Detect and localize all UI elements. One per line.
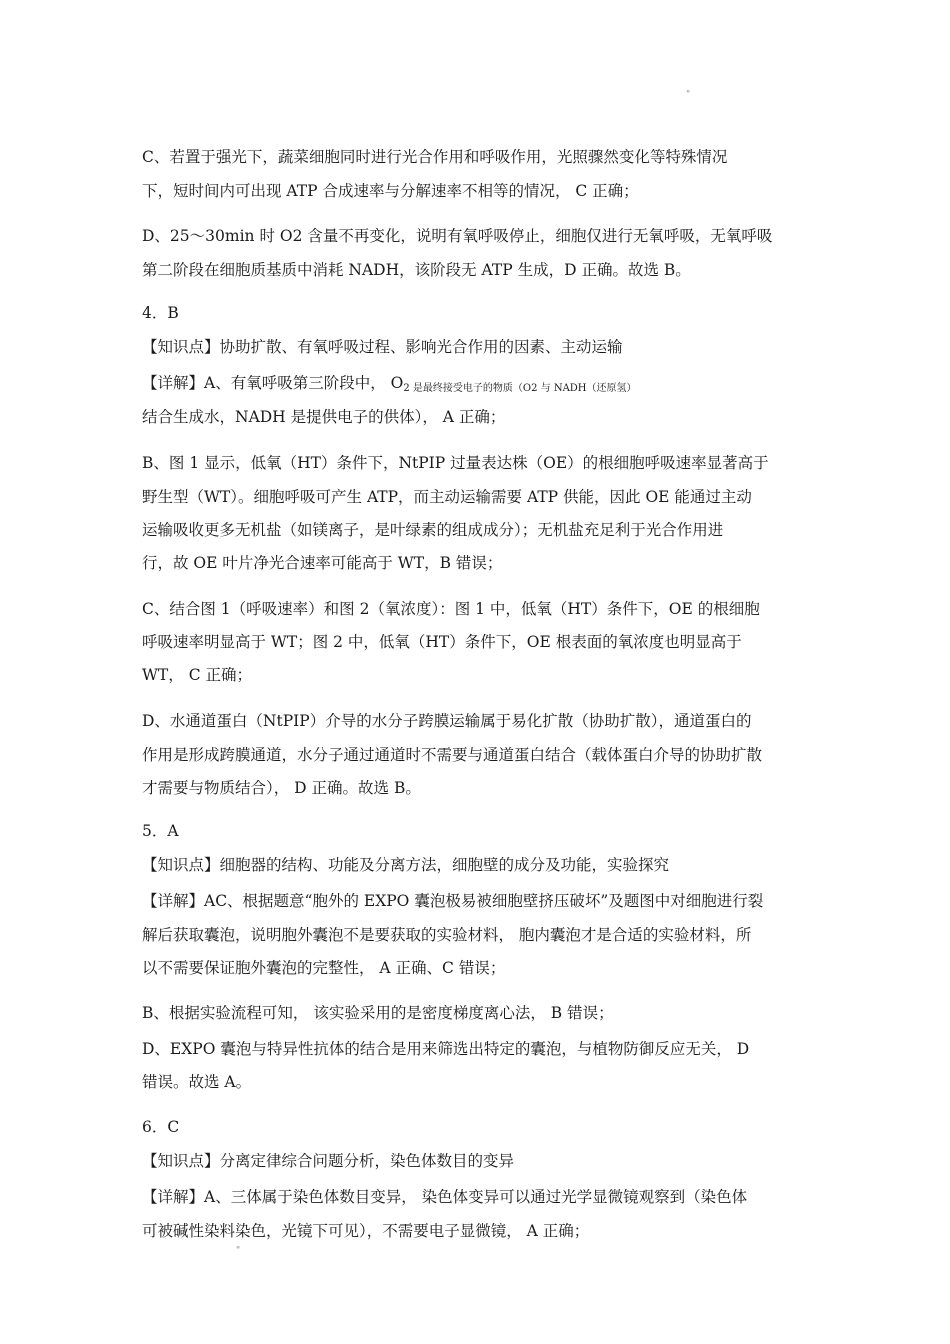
text-line: 作用是形成跨膜通道，水分子通过通道时不需要与通道蛋白结合（载体蛋白介导的协助扩散 <box>142 746 763 764</box>
text-line: 运输吸收更多无机盐（如镁离子，是叶绿素的组成成分）；无机盐充足利于光合作用进 <box>142 521 724 539</box>
question-number: 5．A <box>142 822 179 840</box>
knowledge-point: 【知识点】协助扩散、有氧呼吸过程、影响光合作用的因素、主动运输 <box>142 338 623 356</box>
text-line: 以不需要保证胞外囊泡的完整性， A 正确、C 错误； <box>142 959 506 977</box>
text-line: C、结合图 1（呼吸速率）和图 2（氧浓度）：图 1 中，低氧（HT）条件下，OE 的根细胞 <box>142 600 760 618</box>
footer-mark: " <box>236 1246 241 1256</box>
text-line: 【详解】A、三体属于染色体数目变异， 染色体变异可以通过光学显微镜观察到（染色体 <box>142 1188 748 1206</box>
text-line: 行，故 OE 叶片净光合速率可能高于 WT，B 错误； <box>142 554 503 572</box>
knowledge-point: 【知识点】细胞器的结构、功能及分离方法，细胞壁的成分及功能，实验探究 <box>142 856 670 874</box>
text-line: 结合生成水，NADH 是提供电子的供体）， A 正确； <box>142 408 506 426</box>
knowledge-point: 【知识点】分离定律综合问题分析，染色体数目的变异 <box>142 1152 515 1170</box>
question-number: 6．C <box>142 1118 180 1136</box>
text-line: 下，短时间内可出现 ATP 合成速率与分解速率不相等的情况， C 正确； <box>142 182 639 200</box>
text-line: 第二阶段在细胞质基质中消耗 NADH，该阶段无 ATP 生成，D 正确。故选 B。 <box>142 261 691 279</box>
text-line: 【详解】AC、根据题意“胞外的 EXPO 囊泡极易被细胞壁挤压破坏”及题图中对细胞进行裂 <box>142 892 764 910</box>
header-mark: " <box>686 90 691 100</box>
question-number: 4．B <box>142 304 179 322</box>
text-line: D、25～30min 时 O2 含量不再变化，说明有氧呼吸停止，细胞仅进行无氧呼吸，无氧呼吸 <box>142 227 773 245</box>
text-line: B、根据实验流程可知， 该实验采用的是密度梯度离心法， B 错误； <box>142 1004 614 1022</box>
text-line: 【详解】A、有氧呼吸第三阶段中， $O_{2 是最终接受电子的物质(O2 与 NADH(还原氢)}$ <box>142 374 637 394</box>
text-line: 才需要与物质结合）， D 正确。故选 B。 <box>142 779 421 797</box>
text-line: C、若置于强光下，蔬菜细胞同时进行光合作用和呼吸作用，光照骤然变化等特殊情况 <box>142 148 728 166</box>
text-line: 呼吸速率明显高于 WT；图 2 中，低氧（HT）条件下，OE 根表面的氧浓度也明显高于 <box>142 633 742 651</box>
text-line: 错误。故选 A。 <box>142 1073 252 1091</box>
text-line: 解后获取囊泡，说明胞外囊泡不是要获取的实验材料， 胞内囊泡才是合适的实验材料，所 <box>142 926 752 944</box>
text-line: D、水通道蛋白（NtPIP）介导的水分子跨膜运输属于易化扩散（协助扩散），通道蛋白的 <box>142 712 752 730</box>
text-line: D、EXPO 囊泡与特异性抗体的结合是用来筛选出特定的囊泡，与植物防御反应无关， D <box>142 1040 750 1058</box>
text-line: B、图 1 显示，低氧（HT）条件下，NtPIP 过量表达株（OE）的根细胞呼吸速率显著高于 <box>142 454 769 472</box>
text-line: 可被碱性染料染色，光镜下可见），不需要电子显微镜， A 正确； <box>142 1222 590 1240</box>
text-line: 野生型（WT）。细胞呼吸可产生 ATP，而主动运输需要 ATP 供能，因此 OE 能通过主动 <box>142 488 752 506</box>
text-line: WT， C 正确； <box>142 666 252 684</box>
